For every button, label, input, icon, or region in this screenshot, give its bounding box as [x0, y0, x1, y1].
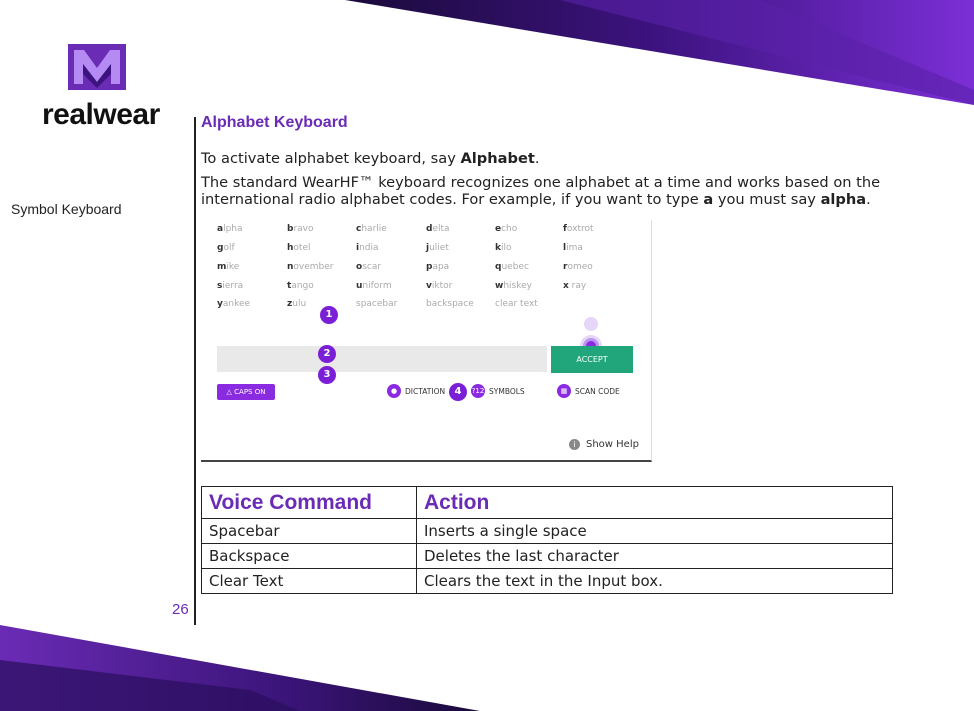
info-icon: i — [569, 439, 580, 450]
command-word: Alphabet — [460, 150, 535, 167]
show-help-label: Show Help — [586, 439, 639, 450]
keyboard-word-4-1[interactable]: zulu — [287, 299, 307, 309]
keyboard-screenshot — [201, 220, 652, 462]
intro-paragraph — [201, 150, 539, 167]
text: you must say — [713, 191, 821, 208]
divider-line — [194, 117, 196, 625]
mic-icon: ● — [387, 384, 401, 398]
accept-button[interactable]: ACCEPT — [551, 346, 633, 373]
voice-command-table — [201, 486, 893, 594]
callout-badge-4: 4 — [449, 383, 467, 401]
callout-badge-2: 2 — [318, 345, 336, 363]
keyboard-word-3-3[interactable]: viktor — [426, 281, 453, 291]
text: . — [534, 150, 540, 167]
section-heading: Alphabet Keyboard — [201, 114, 348, 131]
callout-badge-1: 1 — [320, 306, 338, 324]
dictation-label: DICTATION — [405, 386, 446, 396]
keyboard-word-0-3[interactable]: delta — [426, 224, 450, 234]
keyboard-word-1-2[interactable]: india — [356, 243, 379, 253]
keyboard-word-2-4[interactable]: quebec — [495, 262, 529, 272]
table-row — [202, 544, 893, 569]
dictation-button[interactable] — [387, 384, 445, 398]
scan-code-label: SCAN CODE — [575, 386, 620, 396]
keyboard-word-0-5[interactable]: foxtrot — [563, 224, 594, 234]
action-cell: Clears the text in the Input box. — [417, 569, 893, 594]
symbols-button[interactable] — [471, 384, 525, 398]
caps-on-button[interactable]: △ CAPS ON — [217, 384, 275, 400]
brand-name: realwear — [42, 98, 160, 131]
text: To activate alphabet keyboard, say — [201, 150, 461, 167]
table-row — [202, 519, 893, 544]
symbols-icon: ?12 — [471, 384, 485, 398]
keyboard-word-1-1[interactable]: hotel — [287, 243, 311, 253]
keyboard-word-3-5[interactable]: x ray — [563, 281, 587, 291]
section-label: Symbol Keyboard — [11, 201, 122, 217]
scan-code-icon: ▦ — [557, 384, 571, 398]
keyboard-word-1-5[interactable]: lima — [563, 243, 583, 253]
keyboard-word-0-2[interactable]: charlie — [356, 224, 387, 234]
realwear-w-logo-icon — [68, 44, 126, 90]
text: The standard WearHF™ keyboard recognizes one alphabet at a time and works based on the international radio alphabet codes. For example, if you want to type — [201, 174, 881, 208]
keyboard-word-4-2[interactable]: spacebar — [356, 299, 398, 309]
keyboard-word-3-4[interactable]: whiskey — [495, 281, 532, 291]
keyboard-word-3-1[interactable]: tango — [287, 281, 314, 291]
keyboard-word-1-0[interactable]: golf — [217, 243, 235, 253]
text-input-box[interactable] — [217, 346, 547, 372]
header-voice-command: Voice Command — [202, 487, 417, 519]
keyboard-word-1-3[interactable]: juliet — [426, 243, 449, 253]
example-word: alpha — [820, 191, 867, 208]
keyboard-word-2-0[interactable]: mike — [217, 262, 240, 272]
symbols-label: SYMBOLS — [489, 386, 525, 396]
description-paragraph — [201, 174, 901, 208]
action-cell: Inserts a single space — [417, 519, 893, 544]
example-letter: a — [703, 191, 714, 208]
keyboard-word-0-0[interactable]: alpha — [217, 224, 243, 234]
keyboard-word-3-0[interactable]: sierra — [217, 281, 244, 291]
callout-badge-3: 3 — [318, 366, 336, 384]
command-cell: Spacebar — [202, 519, 417, 544]
command-cell: Backspace — [202, 544, 417, 569]
keyboard-word-4-3[interactable]: backspace — [426, 299, 474, 309]
text: . — [866, 191, 871, 208]
command-cell: Clear Text — [202, 569, 417, 594]
header-action: Action — [417, 487, 893, 519]
action-cell: Deletes the last character — [417, 544, 893, 569]
show-help-button[interactable] — [569, 439, 639, 450]
keyboard-word-1-4[interactable]: kilo — [495, 243, 512, 253]
keyboard-word-0-1[interactable]: bravo — [287, 224, 314, 234]
keyboard-word-2-2[interactable]: oscar — [356, 262, 382, 272]
page-number: 26 — [172, 601, 189, 618]
keyboard-word-2-1[interactable]: november — [287, 262, 334, 272]
table-row — [202, 569, 893, 594]
keyboard-word-4-0[interactable]: yankee — [217, 299, 251, 309]
scan-code-button[interactable] — [557, 384, 620, 398]
table-header-row — [202, 487, 893, 519]
keyboard-word-2-3[interactable]: papa — [426, 262, 450, 272]
keyboard-word-4-4[interactable]: clear text — [495, 299, 538, 309]
keyboard-word-0-4[interactable]: echo — [495, 224, 518, 234]
main-content — [201, 114, 901, 208]
keyboard-word-2-5[interactable]: romeo — [563, 262, 593, 272]
keyboard-word-3-2[interactable]: uniform — [356, 281, 392, 291]
